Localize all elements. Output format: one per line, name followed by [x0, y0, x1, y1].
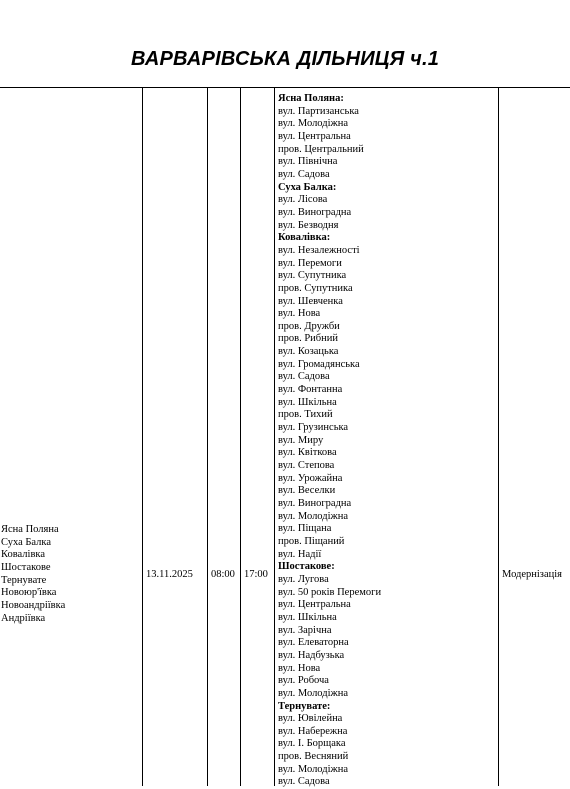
column-divider — [240, 88, 241, 786]
street-item: вул. Безводня — [278, 219, 339, 231]
street-item: пров. Тихий — [278, 409, 333, 421]
street-item: вул. Громадянська — [278, 358, 360, 370]
street-item: вул. Молодіжна — [278, 687, 349, 699]
street-item: вул. Нова — [278, 662, 321, 674]
street-item: вул. Козацька — [278, 346, 339, 358]
street-item: вул. Веселки — [278, 485, 336, 497]
settlement-heading: Шостакове: — [278, 561, 335, 573]
street-item: вул. Партизанська — [278, 105, 359, 117]
villages-cell — [1, 524, 65, 625]
street-item: вул. 50 років Перемоги — [278, 586, 382, 598]
street-item: пров. Дружби — [278, 320, 340, 332]
street-item: вул. І. Борщака — [278, 738, 346, 750]
date-cell: 13.11.2025 — [146, 569, 193, 580]
street-item: пров. Супутника — [278, 282, 353, 294]
street-item: вул. Зарічна — [278, 624, 332, 636]
street-item: пров. Центральний — [278, 143, 364, 155]
village-item: Ковалівка — [1, 549, 46, 561]
street-item: вул. Надії — [278, 548, 322, 560]
street-item: вул. Урожайна — [278, 472, 343, 484]
settlement-heading: Ковалівка: — [278, 232, 331, 244]
column-divider — [142, 88, 143, 786]
street-item: вул. Перемоги — [278, 257, 342, 269]
outage-table — [0, 87, 570, 786]
start-time-cell: 08:00 — [211, 569, 235, 580]
street-item: вул. Квіткова — [278, 447, 337, 459]
street-item: пров. Рибний — [278, 333, 338, 345]
streets-cell — [278, 93, 381, 789]
street-item: вул. Виноградна — [278, 498, 352, 509]
column-divider — [274, 88, 275, 786]
street-item: вул. Садова — [278, 168, 330, 180]
page-title: ВАРВАРІВСЬКА ДІЛЬНИЦЯ ч.1 — [130, 48, 440, 70]
street-item: вул. Елеваторна — [278, 637, 349, 649]
street-item: вул. Молодіжна — [278, 118, 349, 130]
street-item: вул. Лісова — [278, 194, 328, 206]
street-item: вул. Садова — [278, 371, 330, 383]
street-item: вул. Надбузька — [278, 649, 345, 661]
village-item: Ясна Поляна — [1, 524, 59, 535]
settlement-heading: Суха Балка: — [278, 181, 337, 193]
street-item: вул. Грузинська — [278, 422, 349, 434]
street-item: вул. Степова — [278, 460, 335, 472]
street-item: вул. Виноградна — [278, 206, 352, 218]
street-item: вул. Фонтанна — [278, 384, 343, 396]
village-item: Новоандріївка — [1, 599, 66, 611]
street-item: вул. Садова — [278, 776, 330, 788]
street-item: пров. Весняний — [278, 751, 349, 763]
street-item: вул. Молодіжна — [278, 763, 349, 775]
village-item: Тернувате — [1, 574, 47, 586]
village-item: Новоюр'ївка — [1, 587, 57, 599]
street-item: вул. Молодіжна — [278, 510, 349, 522]
street-item: вул. Шкільна — [278, 611, 337, 623]
street-item: вул. Миру — [278, 434, 324, 446]
street-item: вул. Піщана — [278, 523, 332, 535]
street-item: вул. Північна — [278, 156, 338, 168]
street-item: вул. Лугова — [278, 573, 329, 585]
village-item: Шостакове — [1, 561, 51, 573]
settlement-heading: Тернувате: — [278, 700, 331, 712]
street-item: вул. Центральна — [278, 599, 351, 611]
street-item: вул. Шевченка — [278, 295, 343, 307]
column-divider — [498, 88, 499, 786]
end-time-cell: 17:00 — [244, 569, 268, 580]
street-item: вул. Набережна — [278, 725, 348, 737]
street-item: вул. Нова — [278, 308, 321, 320]
column-divider — [207, 88, 208, 786]
street-item: пров. Піщаний — [278, 535, 345, 547]
street-item: вул. Центральна — [278, 130, 351, 142]
street-item: вул. Ювілейна — [278, 713, 343, 725]
village-item: Суха Балка — [1, 536, 52, 548]
street-item: вул. Супутника — [278, 270, 347, 282]
village-item: Андріївка — [1, 612, 46, 624]
settlement-heading: Ясна Поляна: — [278, 93, 344, 104]
street-item: вул. Шкільна — [278, 396, 337, 408]
street-item: вул. Незалежності — [278, 244, 360, 256]
status-cell: Модернізація — [502, 569, 562, 580]
street-item: вул. Робоча — [278, 675, 329, 687]
